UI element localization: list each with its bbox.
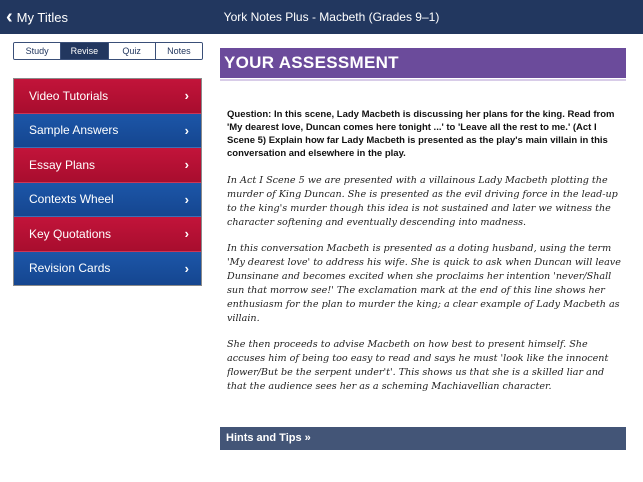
hints-and-tips-button[interactable]: Hints and Tips » bbox=[220, 427, 626, 450]
menu-item-label: Sample Answers bbox=[29, 123, 119, 138]
tab-study[interactable]: Study bbox=[14, 43, 61, 59]
menu-item-video-tutorials[interactable] bbox=[14, 79, 201, 114]
chevron-right-icon: › bbox=[184, 260, 189, 276]
section-tabs bbox=[13, 42, 203, 60]
chevron-right-icon: › bbox=[184, 157, 189, 173]
chevron-right-icon: › bbox=[184, 226, 189, 242]
essay-answer[interactable] bbox=[227, 174, 625, 454]
assessment-header: YOUR ASSESSMENT bbox=[220, 48, 626, 78]
menu-item-label: Video Tutorials bbox=[29, 88, 109, 103]
menu-item-key-quotations[interactable] bbox=[14, 217, 201, 252]
chevron-right-icon: › bbox=[184, 191, 189, 207]
top-nav-bar bbox=[0, 0, 643, 34]
menu-item-sample-answers[interactable] bbox=[14, 114, 201, 149]
header-divider bbox=[220, 79, 626, 81]
tab-revise[interactable]: Revise bbox=[61, 43, 108, 59]
tab-notes[interactable]: Notes bbox=[156, 43, 202, 59]
essay-paragraph: She then proceeds to advise Macbeth on how best to present himself. She accuses him of being too easy to read and says he must 'look like the innocent flower/But be the serpent under't'. This shows us that she is a skilled liar and that the audience sees her as a scheming Machiavellian character. bbox=[227, 339, 609, 392]
chevron-left-icon: ‹ bbox=[6, 6, 13, 28]
menu-item-label: Essay Plans bbox=[29, 157, 96, 172]
page-title: York Notes Plus - Macbeth (Grades 9–1) bbox=[223, 10, 440, 24]
revise-menu bbox=[13, 78, 202, 286]
essay-paragraph: In this conversation Macbeth is presented as a doting husband, using the term 'My dearest love' to address his wife. She is quick to ask when Duncan will leave Dunsinane and becomes excited when she proclaims her intention 'never/Shall sun that morrow see!' The exclamation mark at the end of this line shows her enthusiasm for the plan to murder the king; a clear example of Lady Macbeth as villain. bbox=[227, 243, 621, 324]
tab-quiz[interactable]: Quiz bbox=[109, 43, 156, 59]
back-label: My Titles bbox=[16, 9, 68, 25]
essay-paragraph: In Act I Scene 5 we are presented with a villainous Lady Macbeth plotting the murder of King Duncan. She is presented as the evil driving force in the lead-up to the king's murder though this idea is not sustained and later we witness the character softening and eventually descending into madness. bbox=[227, 175, 618, 228]
menu-item-label: Revision Cards bbox=[29, 261, 111, 276]
menu-item-contexts-wheel[interactable] bbox=[14, 183, 201, 218]
menu-item-essay-plans[interactable] bbox=[14, 148, 201, 183]
chevron-right-icon: › bbox=[184, 88, 189, 104]
menu-item-label: Key Quotations bbox=[29, 226, 112, 241]
menu-item-revision-cards[interactable] bbox=[14, 252, 201, 287]
menu-item-label: Contexts Wheel bbox=[29, 192, 114, 207]
assessment-question: Question: In this scene, Lady Macbeth is discussing her plans for the king. Read from 'My dearest love, Duncan comes here tonight ...' to 'Leave all the rest to me.' (Act I Scene 5) Explain how far Lady Macbeth is presented as the play's main villain in this conversation and elsewhere in the play. bbox=[227, 109, 615, 159]
chevron-right-icon: › bbox=[184, 122, 189, 138]
